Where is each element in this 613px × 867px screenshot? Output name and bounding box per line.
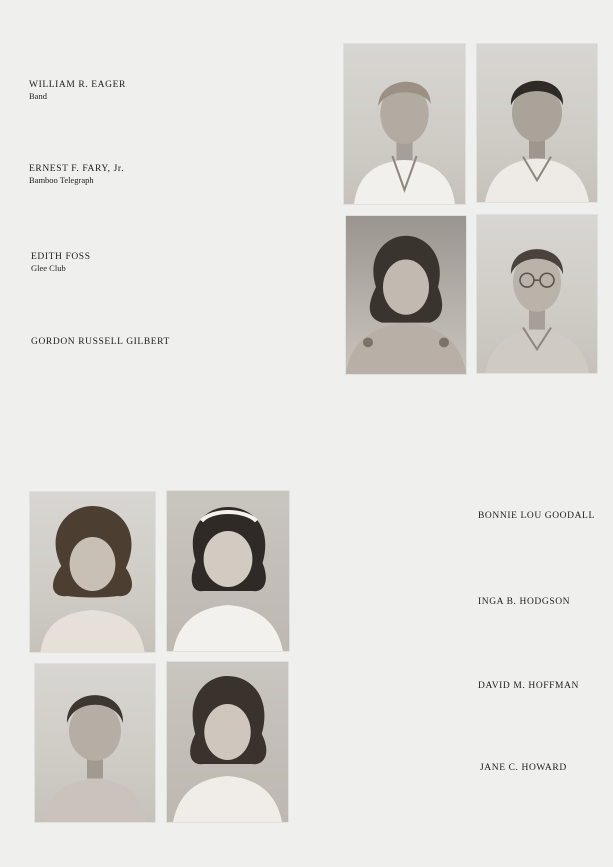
portrait-photo-eager	[344, 44, 465, 204]
portrait-photo-hodgson	[167, 491, 289, 651]
portrait-photo-fary	[477, 44, 597, 202]
student-name: DAVID M. HOFFMAN	[478, 681, 580, 691]
student-entry-hodgson	[478, 597, 570, 608]
student-activity: Bamboo Telegraph	[29, 175, 94, 185]
portrait-photo-goodall	[30, 492, 155, 652]
student-name: WILLIAM R. EAGER	[29, 80, 126, 90]
student-name: EDITH FOSS	[31, 252, 91, 262]
portrait-photo-hoffman	[35, 664, 155, 822]
student-entry-foss	[31, 252, 91, 273]
portrait-photo-gilbert	[477, 215, 597, 373]
portrait-photo-foss	[346, 216, 466, 374]
student-entry-fary	[29, 164, 124, 185]
student-entry-howard	[480, 763, 567, 774]
student-name: BONNIE LOU GOODALL	[478, 511, 595, 521]
student-entry-eager	[29, 80, 126, 101]
portrait-photo-howard	[167, 662, 288, 822]
student-entry-gilbert	[31, 337, 170, 348]
student-name: JANE C. HOWARD	[480, 763, 567, 773]
student-entry-hoffman	[478, 681, 579, 692]
student-activity: Band	[29, 91, 47, 101]
student-name: ERNEST F. FARY, Jr.	[29, 164, 125, 174]
student-entry-goodall	[478, 511, 595, 522]
student-name: INGA B. HODGSON	[478, 597, 571, 607]
student-activity: Glee Club	[31, 263, 66, 273]
student-name: GORDON RUSSELL GILBERT	[31, 337, 170, 347]
